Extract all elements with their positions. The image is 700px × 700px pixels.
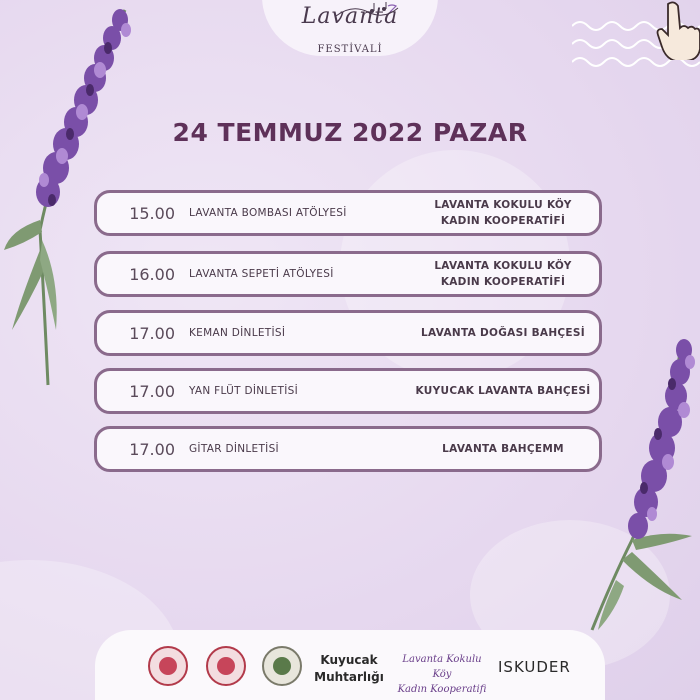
venue-line: KADIN KOOPERATİFİ — [440, 276, 566, 288]
sponsor-cooperative-logo — [392, 652, 492, 697]
sponsor-muhtarlik-line: Kuyucak — [320, 653, 378, 667]
venue-line: LAVANTA KOKULU KÖY — [434, 260, 572, 272]
sponsor-muhtarlik-line: Muhtarlığı — [314, 670, 384, 684]
schedule-row — [94, 426, 602, 472]
event-time: 17.00 — [129, 439, 175, 459]
sponsor-iskuder-logo: ISKUDER — [498, 658, 571, 676]
district-governorship-logo — [206, 646, 246, 686]
pointing-hand-icon — [654, 0, 700, 60]
event-name: LAVANTA SEPETİ ATÖLYESİ — [189, 268, 334, 280]
schedule-row — [94, 310, 602, 356]
event-name: KEMAN DİNLETİSİ — [189, 327, 286, 339]
village-seal-logo — [262, 646, 302, 686]
event-time: 17.00 — [129, 323, 175, 343]
event-name: GİTAR DİNLETİSİ — [189, 443, 279, 455]
schedule-row — [94, 368, 602, 414]
schedule-row — [94, 251, 602, 297]
event-venue — [415, 441, 599, 457]
schedule-date-title: 24 TEMMUZ 2022 PAZAR — [172, 118, 528, 147]
sponsor-coop-line: Lavanta Kokulu Köy — [402, 654, 482, 680]
event-time: 17.00 — [129, 381, 175, 401]
logo-wordmark: Lavanta — [301, 4, 399, 29]
sponsor-muhtarlik — [313, 652, 385, 686]
sponsor-coop-line: Kadın Kooperatifi — [397, 684, 487, 695]
event-time: 15.00 — [129, 203, 175, 223]
venue-line: KUYUCAK LAVANTA BAHÇESİ — [415, 385, 591, 397]
event-name: YAN FLÜT DİNLETİSİ — [189, 385, 298, 397]
festival-logo — [262, 0, 438, 56]
municipality-seal-logo — [148, 646, 188, 686]
logo-subtitle: FESTİVALİ — [317, 44, 383, 55]
venue-line: LAVANTA BAHÇEMM — [442, 443, 564, 455]
event-venue — [415, 258, 599, 290]
schedule-row — [94, 190, 602, 236]
event-venue — [415, 383, 599, 399]
event-name: LAVANTA BOMBASI ATÖLYESİ — [189, 207, 347, 219]
event-venue — [415, 197, 599, 229]
venue-line: LAVANTA DOĞASI BAHÇESİ — [421, 327, 585, 339]
venue-line: LAVANTA KOKULU KÖY — [434, 199, 572, 211]
venue-line: KADIN KOOPERATİFİ — [440, 215, 566, 227]
event-venue — [415, 325, 599, 341]
event-time: 16.00 — [129, 264, 175, 284]
